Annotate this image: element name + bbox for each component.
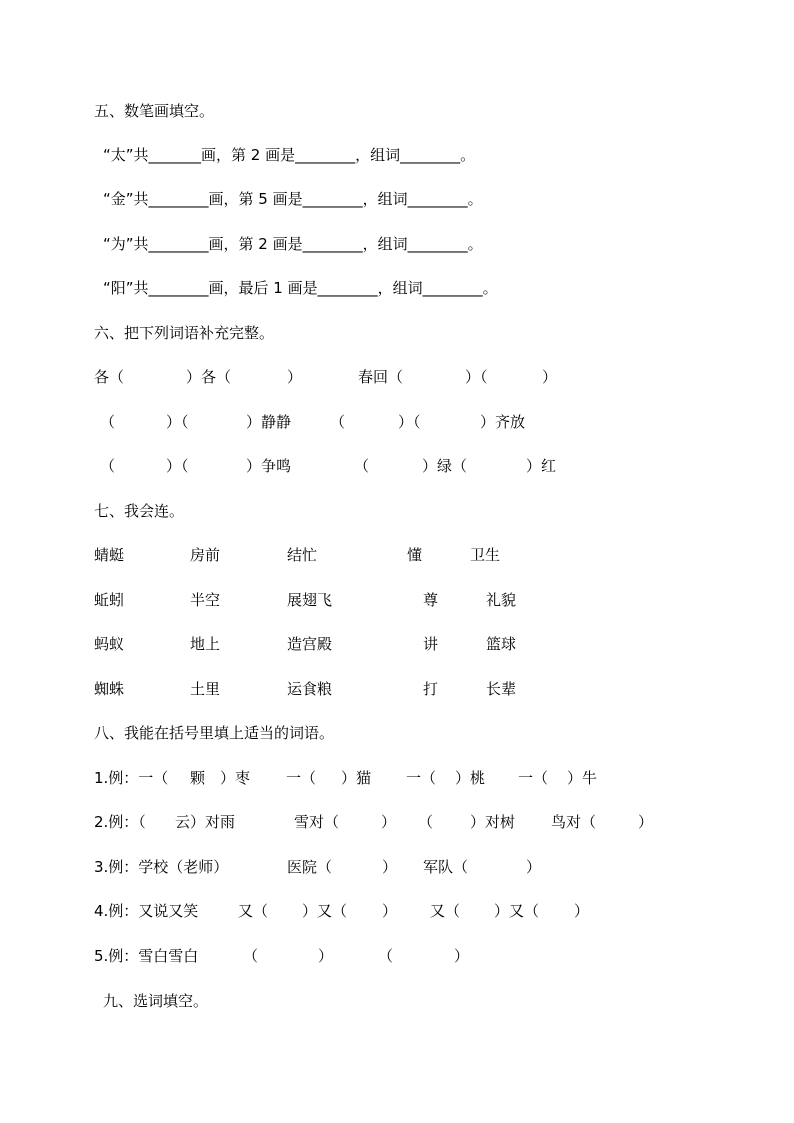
fill-fragment: 雪对（ xyxy=(294,813,340,831)
fill-fragment: 5.例：雪白雪白 xyxy=(94,947,199,965)
idiom-fragment: （ xyxy=(330,413,346,431)
fill-fragment: 2.例：（ xyxy=(94,813,146,831)
fill-fragment: ） xyxy=(574,902,590,920)
match-word: 地上 xyxy=(190,635,221,653)
fill-fragment: ）又（ xyxy=(494,902,540,920)
match-word: 土里 xyxy=(190,680,221,698)
match-word: 卫生 xyxy=(470,546,501,564)
match-word: 蚂蚁 xyxy=(94,635,125,653)
match-word: 懂 xyxy=(407,546,423,564)
idiom-fragment: ）（ xyxy=(166,457,189,475)
match-word: 篮球 xyxy=(486,635,517,653)
fill-fragment: 鸟对（ xyxy=(551,813,597,831)
match-word: 打 xyxy=(423,680,439,698)
idiom-fragment: ）齐放 xyxy=(480,413,526,431)
idiom-fragment: ）争鸣 xyxy=(246,457,292,475)
fill-fragment: 又（ xyxy=(430,902,461,920)
match-word: 长辈 xyxy=(486,680,517,698)
idiom-fragment: ）静静 xyxy=(246,413,292,431)
idiom-fragment: ）绿（ xyxy=(422,457,468,475)
idiom-fragment: ）（ xyxy=(465,368,488,386)
idiom-fragment: 各（ xyxy=(94,368,125,386)
fill-fragment: ）牛 xyxy=(567,769,598,787)
section-9-heading: 九、选词填空。 xyxy=(103,992,209,1010)
idiom-fragment: （ xyxy=(100,413,116,431)
match-word: 运食粮 xyxy=(287,680,333,698)
fill-fragment: ） xyxy=(381,813,397,831)
section-6-heading: 六、把下列词语补充完整。 xyxy=(94,324,275,342)
stroke-question-4: “阳”共________画，最后 1 画是________，组词________。 xyxy=(103,279,498,297)
idiom-fragment: ）各（ xyxy=(186,368,232,386)
idiom-fragment: 春回（ xyxy=(358,368,404,386)
fill-fragment: （ xyxy=(378,947,394,965)
match-word: 讲 xyxy=(423,635,439,653)
fill-fragment: 一（ xyxy=(406,769,437,787)
idiom-fragment: ） xyxy=(287,368,303,386)
fill-fragment: ）桃 xyxy=(455,769,486,787)
stroke-question-1: “太”共_______画，第 2 画是________，组词________。 xyxy=(103,146,476,164)
fill-fragment: 军队（ xyxy=(423,858,469,876)
fill-fragment: ） xyxy=(454,947,470,965)
fill-fragment: 4.例：又说又笑 xyxy=(94,902,199,920)
match-word: 展翅飞 xyxy=(287,591,333,609)
match-word: 半空 xyxy=(190,591,221,609)
fill-fragment: ） xyxy=(318,947,334,965)
idiom-fragment: ）（ xyxy=(166,413,189,431)
section-5-heading: 五、数笔画填空。 xyxy=(94,102,215,120)
match-word: 造宫殿 xyxy=(287,635,333,653)
fill-fragment: 一（ xyxy=(518,769,549,787)
fill-fragment: ） xyxy=(382,858,398,876)
match-word: 尊 xyxy=(423,591,439,609)
fill-fragment: （ xyxy=(418,813,434,831)
idiom-fragment: ）红 xyxy=(526,457,557,475)
fill-fragment: ）猫 xyxy=(341,769,372,787)
idiom-fragment: ）（ xyxy=(398,413,421,431)
stroke-question-2: “金”共________画，第 5 画是________，组词________。 xyxy=(103,190,483,208)
match-word: 结忙 xyxy=(287,546,318,564)
fill-fragment: ）对树 xyxy=(470,813,516,831)
fill-fragment: ）枣 xyxy=(220,769,251,787)
fill-fragment: 云）对雨 xyxy=(175,813,236,831)
fill-example-answer: 颗 xyxy=(190,769,206,787)
match-word: 蜻蜓 xyxy=(94,546,125,564)
fill-fragment: 又（ xyxy=(238,902,269,920)
idiom-fragment: ） xyxy=(542,368,558,386)
section-7-heading: 七、我会连。 xyxy=(94,502,185,520)
match-word: 礼貌 xyxy=(486,591,517,609)
stroke-question-3: “为”共________画，第 2 画是________，组词________。 xyxy=(103,235,483,253)
idiom-fragment: （ xyxy=(354,457,370,475)
fill-fragment: ） xyxy=(638,813,654,831)
fill-fragment: 1.例：一（ xyxy=(94,769,169,787)
idiom-fragment: （ xyxy=(100,457,116,475)
fill-fragment: （ xyxy=(243,947,259,965)
match-word: 房前 xyxy=(190,546,221,564)
fill-fragment: ） xyxy=(526,858,542,876)
fill-fragment: 一（ xyxy=(286,769,317,787)
fill-fragment: ） xyxy=(382,902,398,920)
fill-fragment: ）又（ xyxy=(302,902,348,920)
section-8-heading: 八、我能在括号里填上适当的词语。 xyxy=(94,724,335,742)
match-word: 蚯蚓 xyxy=(94,591,125,609)
match-word: 蜘蛛 xyxy=(94,680,125,698)
fill-fragment: 3.例：学校（老师） xyxy=(94,858,229,876)
fill-fragment: 医院（ xyxy=(287,858,333,876)
